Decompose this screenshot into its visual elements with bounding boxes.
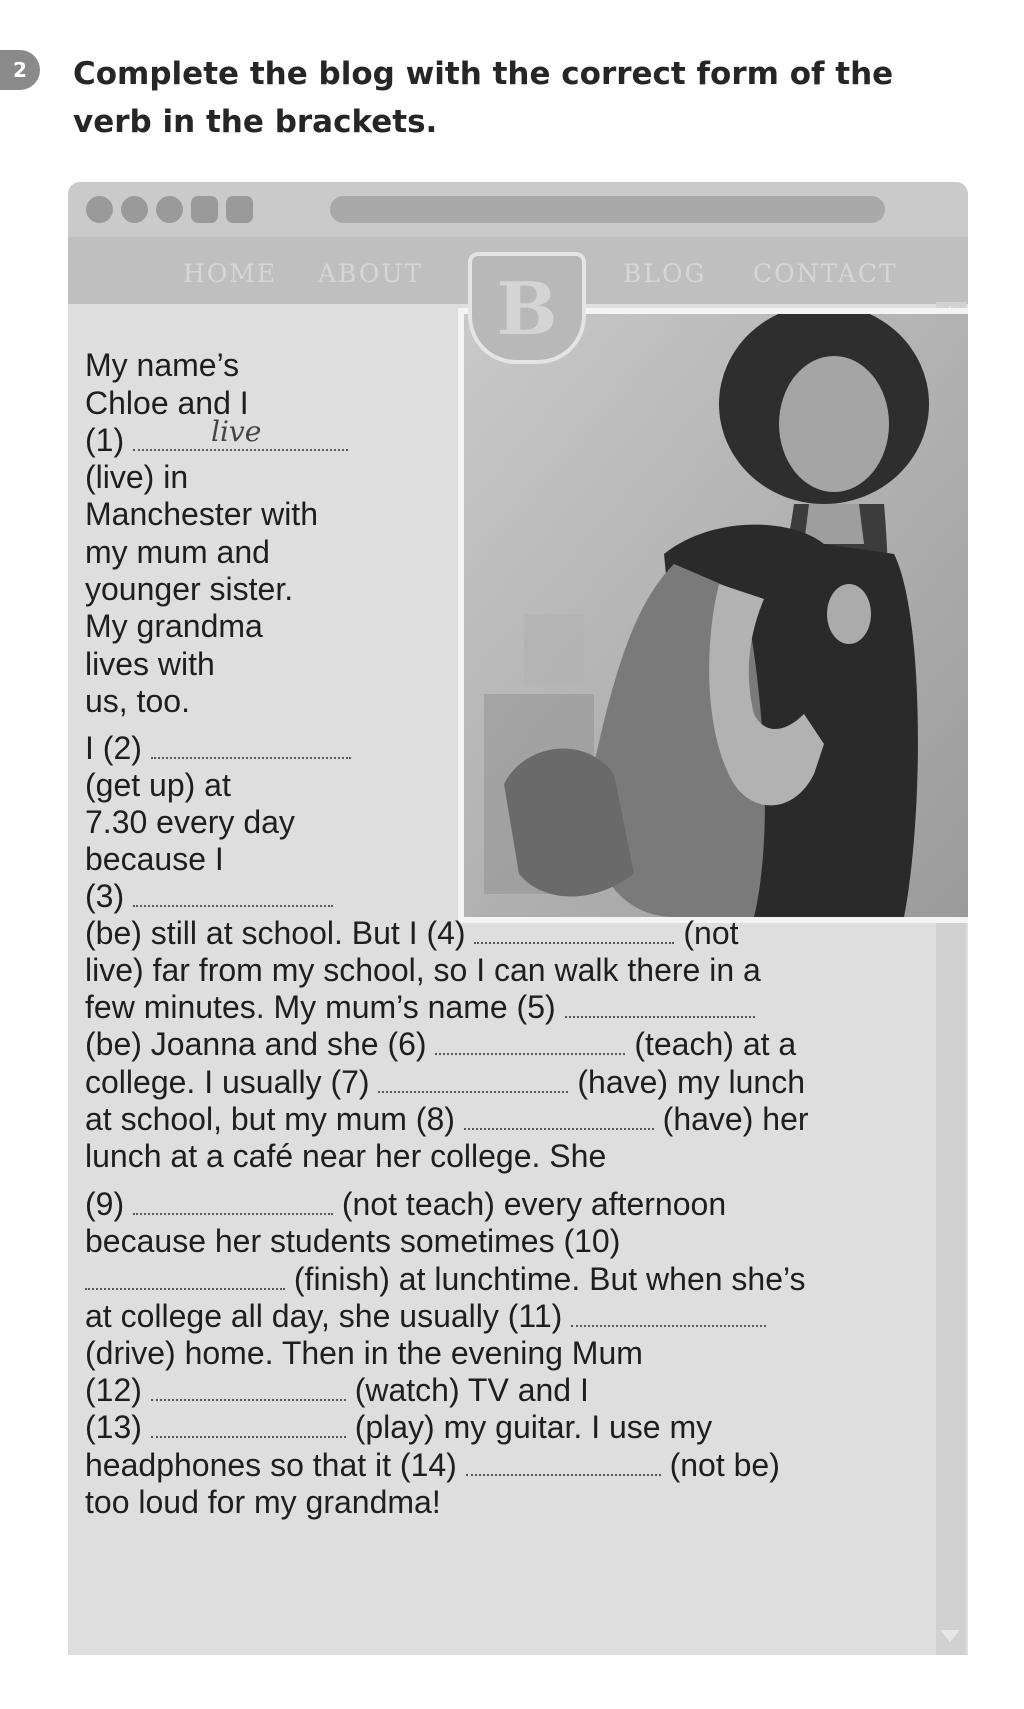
title-bar [68,182,968,237]
blog-line: because I [85,841,224,877]
blog-line: Manchester with [85,496,318,532]
answer-gap-9[interactable] [133,1187,333,1215]
answer-gap-10[interactable] [85,1262,285,1290]
blog-line [85,1297,766,1335]
blog-text: (finish) at lunchtime. But when she’s [293,1261,806,1297]
blog-line: Chloe and I [85,385,249,421]
blog-text: (have) her [662,1101,809,1137]
answer-gap-5[interactable] [565,990,755,1018]
instruction: Complete the blog with the correct form of the verb in the brackets. [73,56,894,140]
answer-gap-6[interactable] [435,1027,625,1055]
blog-line: (drive) home. Then in the evening Mum [85,1335,643,1371]
blog-line [85,1025,796,1063]
blog-line [85,1063,805,1101]
blog-text: (not [683,915,739,951]
minimize-icon[interactable] [121,196,148,223]
blog-text: (not teach) every afternoon [341,1186,727,1222]
blog-line [85,988,755,1026]
blog-line [85,1185,726,1223]
forward-icon[interactable] [226,196,253,223]
answer-gap-12[interactable] [151,1373,346,1401]
blog-line: (get up) at [85,767,231,803]
blog-text: (watch) TV and I [354,1372,589,1408]
blog-line [85,877,333,915]
blog-logo: B [468,252,586,364]
gap-number-13: (13) [85,1409,142,1445]
nav-contact[interactable]: CONTACT [753,259,898,288]
blog-text: (teach) at a [634,1026,797,1062]
answer-gap-3[interactable] [133,879,333,907]
gap-number-3: (3) [85,878,125,914]
gap-number-12: (12) [85,1372,142,1408]
scroll-down-icon[interactable] [940,1630,960,1642]
blog-line: My name’s [85,347,240,383]
blog-line: (live) in [85,459,189,495]
add-icon[interactable] [156,196,183,223]
blog-line: lives with [85,646,215,682]
blog-text: (have) my lunch [577,1064,805,1100]
blog-line [85,729,351,767]
blog-line: live) far from my school, so I can walk there in a [85,952,761,988]
blog-line [85,1371,589,1409]
nav-home[interactable]: HOME [183,259,278,288]
answer-gap-13[interactable] [151,1410,346,1438]
close-icon[interactable] [86,196,113,223]
blog-text: at college all day, she usually (11) [85,1298,563,1334]
answer-gap-11[interactable] [571,1299,766,1327]
gap-number-9: (9) [85,1186,125,1222]
handwritten-answer-1: live [211,415,262,448]
blog-line: younger sister. [85,571,294,607]
blog-text: at school, but my mum (8) [85,1101,455,1137]
address-bar[interactable] [330,196,885,223]
answer-gap-4[interactable] [474,916,674,944]
answer-gap-8[interactable] [464,1102,654,1130]
blog-line: lunch at a café near her college. She [85,1138,607,1174]
blog-text: (be) Joanna and she (6) [85,1026,427,1062]
gap-number-2: I (2) [85,730,142,766]
blog-line [85,415,348,459]
blog-text: (not be) [669,1447,780,1483]
blog-photo [458,308,968,923]
nav-blog[interactable]: BLOG [623,259,707,288]
blog-line: us, too. [85,683,190,719]
blog-line: 7.30 every day [85,804,295,840]
blog-line [85,1260,806,1298]
gap-number-1: (1) [85,422,125,458]
blog-text: few minutes. My mum’s name (5) [85,989,556,1025]
answer-gap-1[interactable] [133,415,348,451]
blog-line: My grandma [85,608,263,644]
blog-text: (play) my guitar. I use my [354,1409,713,1445]
blog-line: too loud for my grandma! [85,1484,441,1520]
blog-text: college. I usually (7) [85,1064,370,1100]
blog-line [85,1408,712,1446]
blog-line [85,1446,780,1484]
nav-about[interactable]: ABOUT [318,259,424,288]
blog-text: headphones so that it (14) [85,1447,457,1483]
answer-gap-2[interactable] [151,731,351,759]
girl-with-backpack-photo [464,314,968,917]
exercise-number: 2 [0,50,40,90]
blog-line: my mum and [85,534,270,570]
blog-line [85,914,739,952]
blog-line: because her students sometimes (10) [85,1223,621,1259]
blog-text: (be) still at school. But I (4) [85,915,466,951]
back-icon[interactable] [191,196,218,223]
answer-gap-7[interactable] [378,1065,568,1093]
answer-gap-14[interactable] [466,1448,661,1476]
blog-line [85,1100,809,1138]
